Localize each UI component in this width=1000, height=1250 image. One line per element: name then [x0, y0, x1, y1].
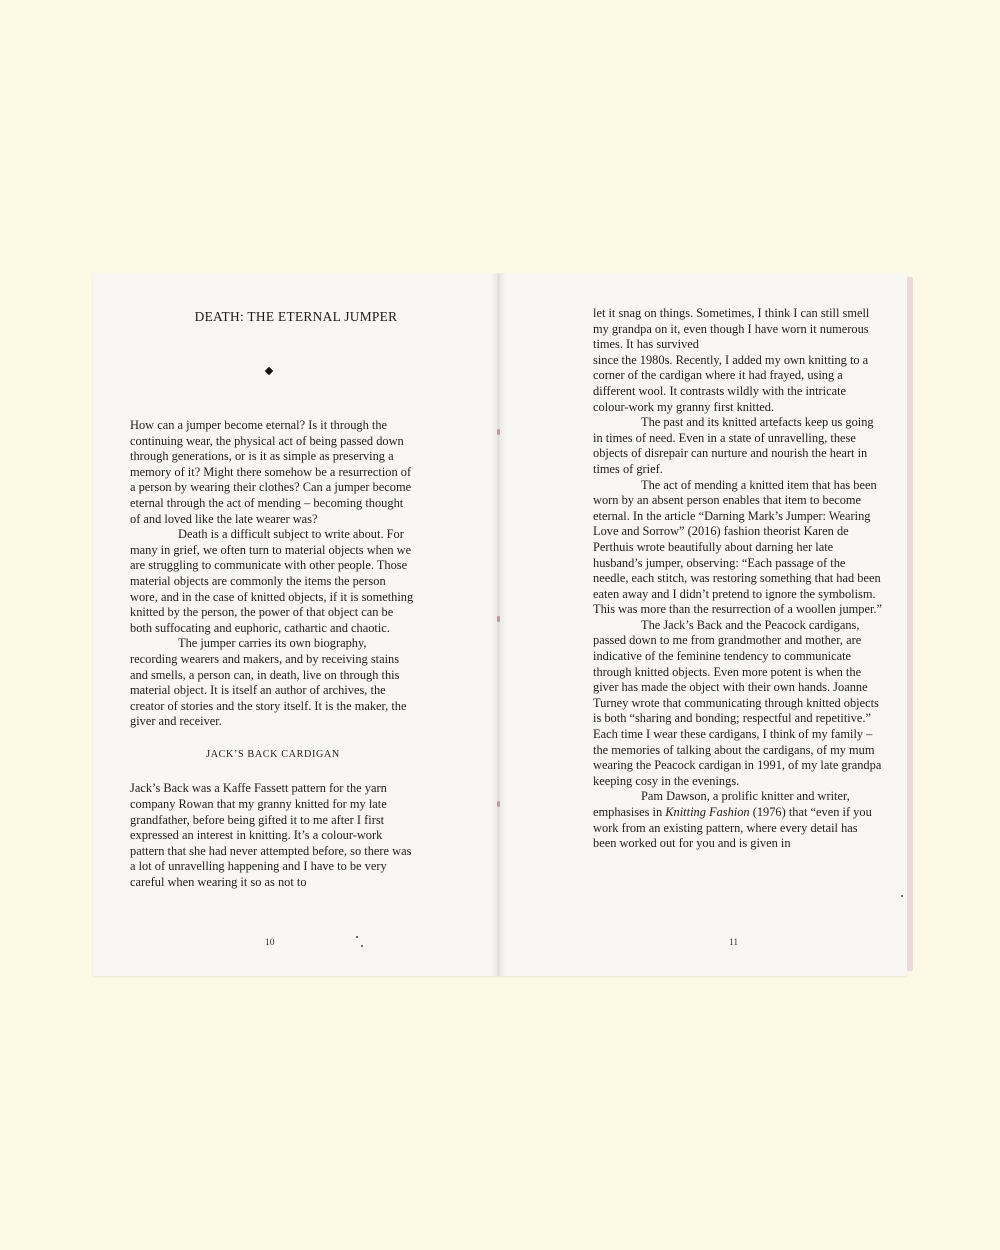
text-segment: Pam Dawson, a prolific knitter and writer, emphasises in: [593, 789, 850, 819]
page-number-left: 10: [265, 938, 275, 948]
paragraph: Death is a difficult subject to write about. For many in grief, we often turn to material objects when we are struggling to communicate with other people. Those material objects are commonly the items the person wore, and in the case of knitted objects, if it is something knitted by the person, the power of that object can be both suffocating and euphoric, cathartic and chaotic.: [130, 527, 414, 635]
left-page: [93, 273, 499, 976]
paragraph: let it snag on things. Sometimes, I think I can still smell my grandpa on it, even though I have worn it numerous times. It has survived: [593, 306, 870, 352]
speck: [361, 945, 363, 947]
diamond-ornament-icon: [265, 367, 273, 375]
paragraph: Jack’s Back was a Kaffe Fassett pattern for the yarn company Rowan that my granny knitted for my late grandfather, before being gifted it to me after I first expressed an interest in knitting. It’s a colour-work pattern that she had never attempted before, so there was a lot of unravelling happening and I have to be very careful when wearing it so as not to: [130, 781, 412, 890]
speck: [901, 895, 903, 897]
right-page-body: [593, 306, 883, 852]
paragraph: The Jack’s Back and the Peacock cardigans, passed down to me from grandmother and mother, are indicative of the feminine tendency to communicate through knitted objects. Even more potent is when the giver has made the object with their own hands. Joanne Turney wrote that communicating through knitted objects is both “sharing and bonding; respectful and repetitive.” Each time I wear these cardigans, I think of my family – the memories of talking about the cardigans, of my mum wearing the Peacock cardigan in 1991, of my late grandpa keeping cosy in the evenings.: [593, 617, 882, 788]
paragraph: The past and its knitted artefacts keep us going in times of need. Even in a state of unravelling, these objects of disrepair can nurture and nourish the heart in times of grief.: [593, 415, 874, 476]
open-booklet: [93, 273, 915, 976]
page-edge: [907, 277, 913, 971]
paragraph: since the 1980s. Recently, I added my own knitting to a corner of the cardigan where it had frayed, using a different wool. It contrasts wildly with the intricate colour-work my granny first knitted.: [593, 352, 869, 414]
binding-mark: [497, 801, 500, 807]
right-page: [499, 273, 907, 976]
paragraph-with-citation: [593, 789, 883, 851]
speck: [356, 936, 358, 938]
paragraph: The act of mending a knitted item that has been worn by an absent person enables that item to become eternal. In the article “Darning Mark’s Jumper: Wearing Love and Sorrow” (2016) fashion theorist Karen de Perthuis wrote beautifully about darning her late husband’s jumper, observing: “Each passage of the needle, each stitch, was restoring something that had been eaten away and I didn’t pretend to ignore the symbolism. This was more than the resurrection of a woollen jumper.”: [593, 477, 883, 617]
paragraph: The jumper carries its own biography, recording wearers and makers, and by receiving stains and smells, a person can, in death, live on through this material object. It is itself an author of archives, the creator of stories and the story itself. It is the maker, the giver and receiver.: [130, 636, 407, 729]
left-page-body: [130, 418, 416, 891]
gutter-shadow: [491, 273, 507, 976]
chapter-title: DEATH: THE ETERNAL JUMPER: [194, 309, 398, 324]
section-heading: JACK’S BACK CARDIGAN: [206, 748, 340, 760]
binding-mark: [497, 616, 500, 622]
book-title: Knitting Fashion: [665, 805, 750, 819]
page-number-right: 11: [729, 938, 739, 948]
paragraph: How can a jumper become eternal? Is it through the continuing wear, the physical act of being passed down through generations, or is it as simple as preserving a memory of it? Might there somehow be a resurrection of a person by wearing their clothes? Can a jumper become eternal through the act of mending – becoming thought of and loved like the late wearer was?: [130, 418, 412, 526]
text-segment: (1976) that “even if you work from an existing pattern, where every detail has been worked out for you and is given in: [593, 805, 872, 851]
binding-mark: [497, 429, 500, 435]
